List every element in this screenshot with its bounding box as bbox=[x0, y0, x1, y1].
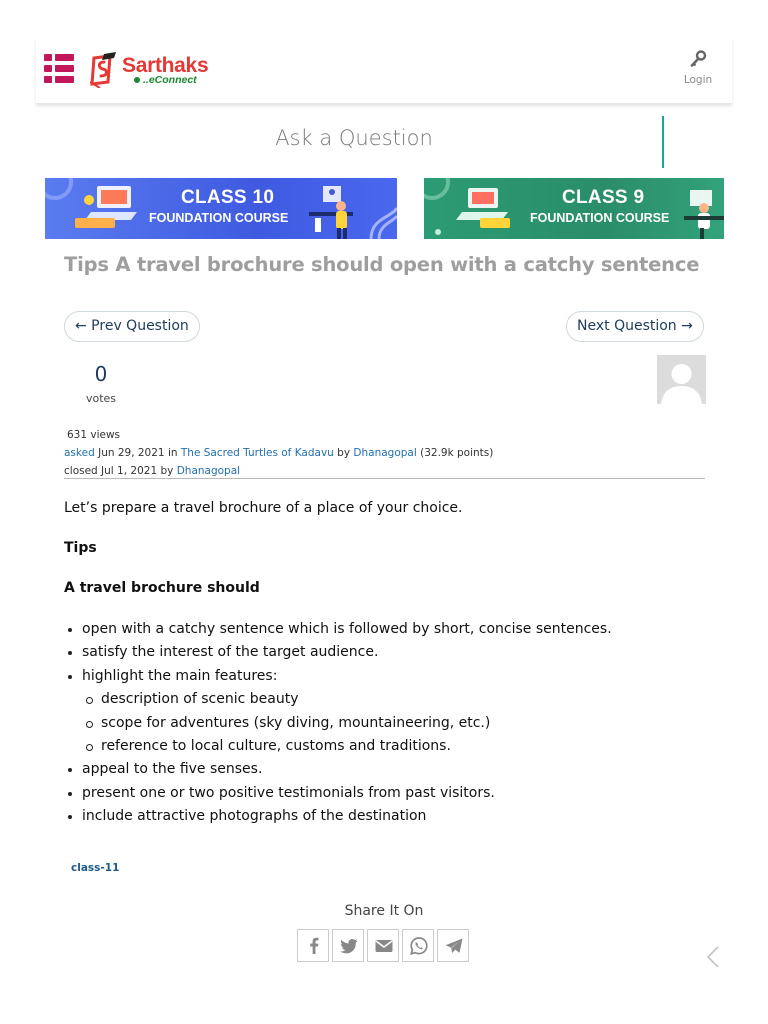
list-item: appeal to the five senses. bbox=[64, 758, 714, 781]
class-10-banner[interactable] bbox=[45, 178, 397, 239]
list-item: include attractive photographs of the destination bbox=[64, 805, 714, 828]
banner-title: CLASS 10 bbox=[181, 187, 275, 208]
top-navbar bbox=[36, 38, 732, 104]
share-whatsapp-button[interactable] bbox=[402, 929, 434, 962]
by-word: by bbox=[337, 447, 351, 459]
share-twitter-button[interactable] bbox=[332, 929, 364, 962]
banner-title: CLASS 9 bbox=[562, 187, 645, 208]
ask-question-label: Ask a Question bbox=[275, 126, 433, 150]
share-facebook-button[interactable] bbox=[297, 929, 329, 962]
laptop-illustration-icon bbox=[45, 178, 145, 239]
author-points: (32.9k points) bbox=[420, 447, 494, 459]
question-meta bbox=[64, 426, 705, 480]
tips-heading: Tips bbox=[64, 540, 97, 556]
list-item: highlight the main features: bbox=[64, 665, 714, 688]
laptop-illustration-icon bbox=[424, 178, 524, 239]
next-question-button[interactable]: Next Question → bbox=[566, 311, 704, 342]
features-sublist bbox=[64, 688, 714, 758]
student-illustration-icon bbox=[301, 178, 397, 239]
menu-icon[interactable] bbox=[44, 54, 74, 84]
tips-list bbox=[64, 618, 714, 688]
asked-link[interactable]: asked bbox=[64, 447, 95, 459]
text-cursor bbox=[662, 116, 664, 168]
login-button[interactable] bbox=[678, 50, 718, 86]
list-item: satisfy the interest of the target audience. bbox=[64, 641, 714, 664]
list-item: present one or two positive testimonials from past visitors. bbox=[64, 782, 714, 805]
sub-list-item: description of scenic beauty bbox=[64, 688, 714, 711]
closed-text: closed Jul 1, 2021 by bbox=[64, 465, 174, 477]
asked-date: Jun 29, 2021 bbox=[98, 447, 165, 459]
avatar[interactable] bbox=[657, 355, 706, 404]
intro-text: Let’s prepare a travel brochure of a place of your choice. bbox=[64, 500, 463, 516]
student-illustration-icon bbox=[680, 178, 724, 239]
divider bbox=[64, 478, 705, 479]
share-email-button[interactable] bbox=[367, 929, 399, 962]
votes-label: votes bbox=[85, 392, 117, 405]
in-word: in bbox=[167, 447, 178, 459]
views-count: 631 views bbox=[67, 429, 121, 441]
tag-link[interactable]: class-11 bbox=[71, 862, 120, 874]
share-telegram-button[interactable] bbox=[437, 929, 469, 962]
ask-question-bar[interactable] bbox=[36, 116, 672, 168]
prev-question-button[interactable]: ← Prev Question bbox=[64, 311, 200, 342]
email-icon bbox=[374, 936, 394, 956]
banner-subtitle: FOUNDATION COURSE bbox=[530, 211, 670, 225]
chevron-left-icon[interactable] bbox=[704, 944, 722, 970]
brochure-heading: A travel brochure should bbox=[64, 580, 260, 596]
whatsapp-icon bbox=[409, 936, 429, 956]
closed-by-link[interactable]: Dhanagopal bbox=[176, 465, 241, 477]
question-title: Tips A travel brochure should open with a catchy sentence bbox=[64, 253, 700, 276]
list-item: open with a catchy sentence which is followed by short, concise sentences. bbox=[64, 618, 714, 641]
logo-mark-icon bbox=[90, 52, 118, 88]
sub-list-item: scope for adventures (sky diving, mountaineering, etc.) bbox=[64, 712, 714, 735]
class-9-banner[interactable] bbox=[424, 178, 724, 239]
banner-subtitle: FOUNDATION COURSE bbox=[149, 211, 289, 225]
user-silhouette-icon bbox=[657, 355, 706, 404]
asked-line bbox=[64, 444, 705, 462]
facebook-icon bbox=[304, 936, 324, 956]
logo-name: Sarthaks bbox=[122, 54, 209, 77]
tips-list-continued bbox=[64, 758, 714, 828]
vote-counter bbox=[78, 362, 124, 405]
sarthaks-logo[interactable] bbox=[90, 50, 220, 94]
logo-subtitle: ..eConnect bbox=[134, 74, 197, 86]
login-label: Login bbox=[683, 74, 713, 86]
category-link[interactable]: The Sacred Turtles of Kadavu bbox=[180, 447, 334, 459]
key-icon bbox=[689, 50, 707, 68]
share-title: Share It On bbox=[344, 903, 424, 919]
sub-list-item: reference to local culture, customs and traditions. bbox=[64, 735, 714, 758]
twitter-icon bbox=[339, 936, 359, 956]
telegram-icon bbox=[444, 936, 464, 956]
author-link[interactable]: Dhanagopal bbox=[353, 447, 417, 459]
question-body bbox=[64, 498, 714, 829]
votes-count: 0 bbox=[94, 362, 108, 386]
